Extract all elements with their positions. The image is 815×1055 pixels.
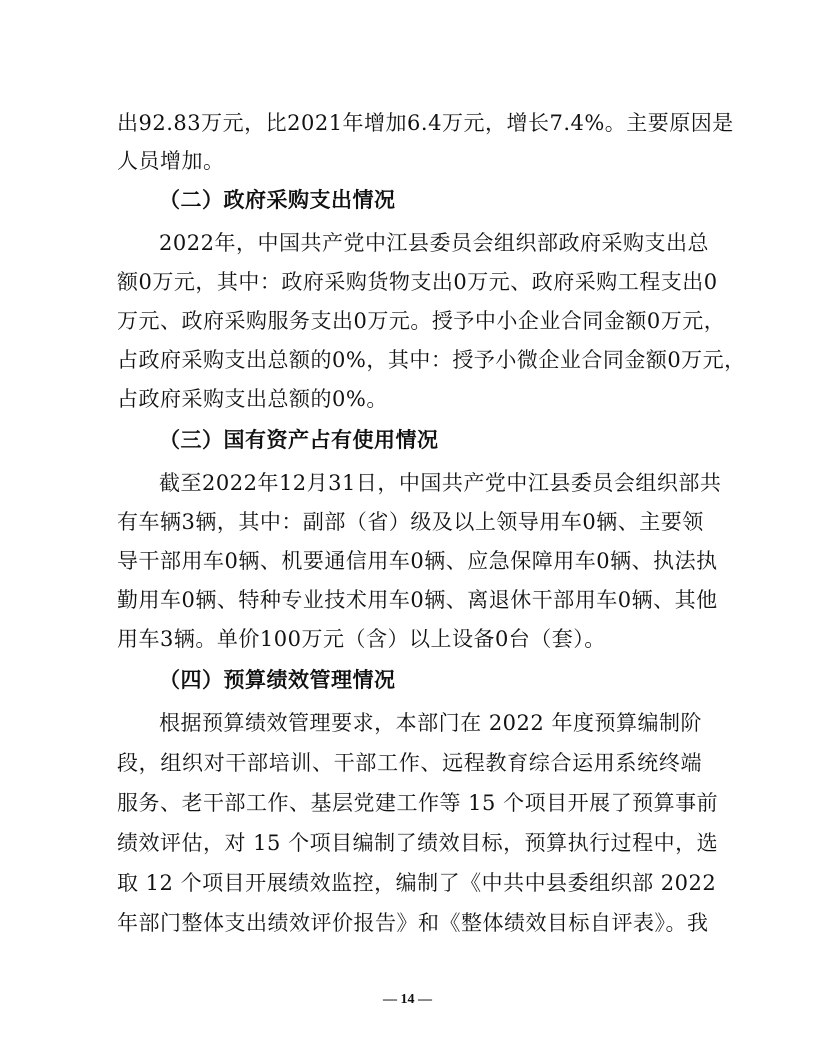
body-line: 根据预算绩效管理要求，本部门在 2022 年度预算编制阶 — [159, 711, 702, 735]
body-line: 年部门整体支出绩效评价报告》和《整体绩效目标自评表》。我 — [117, 911, 709, 935]
body-line: 占政府采购支出总额的0%，其中：授予小微企业合同金额0万元， — [117, 348, 746, 372]
body-line: 用车3辆。单价100万元（含）以上设备0台（套）。 — [117, 627, 606, 651]
body-line: 占政府采购支出总额的0%。 — [117, 387, 388, 411]
body-line: 勤用车0辆、特种专业技术用车0辆、离退休干部用车0辆、其他 — [117, 588, 718, 612]
body-line: 段，组织对干部培训、干部工作、远程教育综合运用系统终端 — [117, 751, 702, 775]
body-line: 人员增加。 — [117, 149, 225, 173]
page-number: — 14 — — [383, 992, 432, 1007]
section-heading-assets: （三）国有资产占有使用情况 — [159, 428, 439, 452]
body-line: 服务、老干部工作、基层党建工作等 15 个项目开展了预算事前 — [117, 791, 719, 815]
section-heading-performance: （四）预算绩效管理情况 — [159, 668, 396, 692]
body-line: 导干部用车0辆、机要通信用车0辆、应急保障用车0辆、执法执 — [117, 549, 718, 573]
body-line: 额0万元，其中：政府采购货物支出0万元、政府采购工程支出0 — [117, 270, 718, 294]
body-line: 出92.83万元，比2021年增加6.4万元，增长7.4%。主要原因是 — [117, 111, 734, 135]
body-line: 取 12 个项目开展绩效监控，编制了《中共中县委组织部 2022 — [117, 871, 717, 895]
body-line: 2022年，中国共产党中江县委员会组织部政府采购支出总 — [159, 231, 709, 255]
body-line: 截至2022年12月31日，中国共产党中江县委员会组织部共 — [159, 471, 722, 495]
section-heading-procurement: （二）政府采购支出情况 — [159, 188, 396, 212]
body-line: 绩效评估，对 15 个项目编制了绩效目标，预算执行过程中，选 — [117, 831, 719, 855]
body-line: 有车辆3辆，其中：副部（省）级及以上领导用车0辆、主要领 — [117, 510, 704, 534]
body-line: 万元、政府采购服务支出0万元。授予中小企业合同金额0万元， — [117, 309, 726, 333]
